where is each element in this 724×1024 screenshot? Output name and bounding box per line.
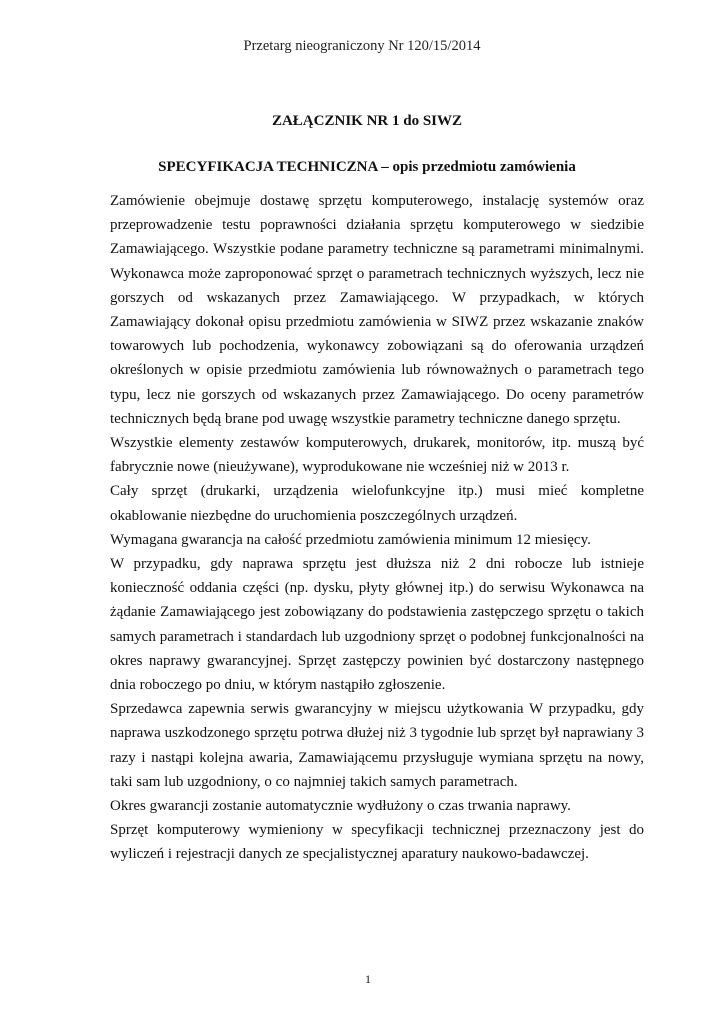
paragraph-new-equipment: Wszystkie elementy zestawów komputerowych, drukarek, monitorów, itp. muszą być fabrycznie nowe (nieużywane), wyprodukowane nie wcześniej niż w 2013 r. — [110, 435, 644, 476]
annex-title: ZAŁĄCZNIK NR 1 do SIWZ — [271, 113, 463, 129]
paragraph-warranty-period: Wymagana gwarancja na całość przedmiotu zamówienia minimum 12 miesięcy. — [110, 531, 591, 548]
specification-title: SPECYFIKACJA TECHNICZNA – opis przedmiotu zamówienia — [158, 159, 576, 175]
page-header: Przetarg nieograniczony Nr 120/15/2014 — [243, 38, 481, 54]
paragraph-equipment-purpose: Sprzęt komputerowy wymieniony w specyfikacji technicznej przeznaczony jest do wyliczeń i rejestracji danych ze specjalistycznej aparatury naukowo-badawczej. — [110, 822, 644, 863]
page-number: 1 — [365, 972, 371, 986]
paragraph-warranty-service: Sprzedawca zapewnia serwis gwarancyjny w miejscu użytkowania W przypadku, gdy naprawa uszkodzonego sprzętu potrwa dłużej niż 3 tygodnie lub sprzęt był naprawiany 3 razy i nastąpi kolejna awaria, Zamawiającemu przysługuje wymiana sprzętu na nowy, taki sam lub uzgodniony, o co najmniej takich samych parametrach. — [110, 701, 644, 790]
document-body — [110, 189, 644, 867]
paragraph-warranty-extension: Okres gwarancji zostanie automatycznie wydłużony o czas trwania naprawy. — [110, 798, 571, 815]
paragraph-general-requirements: Zamówienie obejmuje dostawę sprzętu komputerowego, instalację systemów oraz przeprowadzenie testu poprawności działania sprzętu komputerowego w siedzibie Zamawiającego. Wszystkie podane parametry techniczne są parametrami minimalnymi. Wykonawca może zaproponować sprzęt o parametrach technicznych wyższych, lecz nie gorszych od wskazanych przez Zamawiającego. W przypadkach, w których Zamawiający dokonał opisu przedmiotu zamówienia w SIWZ przez wskazanie znaków towarowych lub pochodzenia, wykonawcy zobowiązani są do oferowania urządzeń określonych w opisie przedmiotu zamówienia lub równoważnych o parametrach tego typu, lecz nie gorszych od wskazanych przez Zamawiającego. Do oceny parametrów technicznych będą brane pod uwagę wszystkie parametry techniczne danego sprzętu. — [110, 193, 644, 427]
paragraph-replacement-equipment: W przypadku, gdy naprawa sprzętu jest dłuższa niż 2 dni robocze lub istnieje konieczność oddania części (np. dysku, płyty głównej itp.) do serwisu Wykonawca na żądanie Zamawiającego jest zobowiązany do podstawienia zastępczego sprzętu o takich samych parametrach i standardach lub uzgodniony sprzęt o podobnej funkcjonalności na okres naprawy gwarancyjnej. Sprzęt zastępczy powinien być dostarczony następnego dnia roboczego po dniu, w którym nastąpiło zgłoszenie. — [110, 556, 644, 694]
paragraph-cabling: Cały sprzęt (drukarki, urządzenia wielofunkcyjne itp.) musi mieć kompletne okablowanie niezbędne do uruchomienia poszczególnych urządzeń. — [110, 483, 644, 524]
